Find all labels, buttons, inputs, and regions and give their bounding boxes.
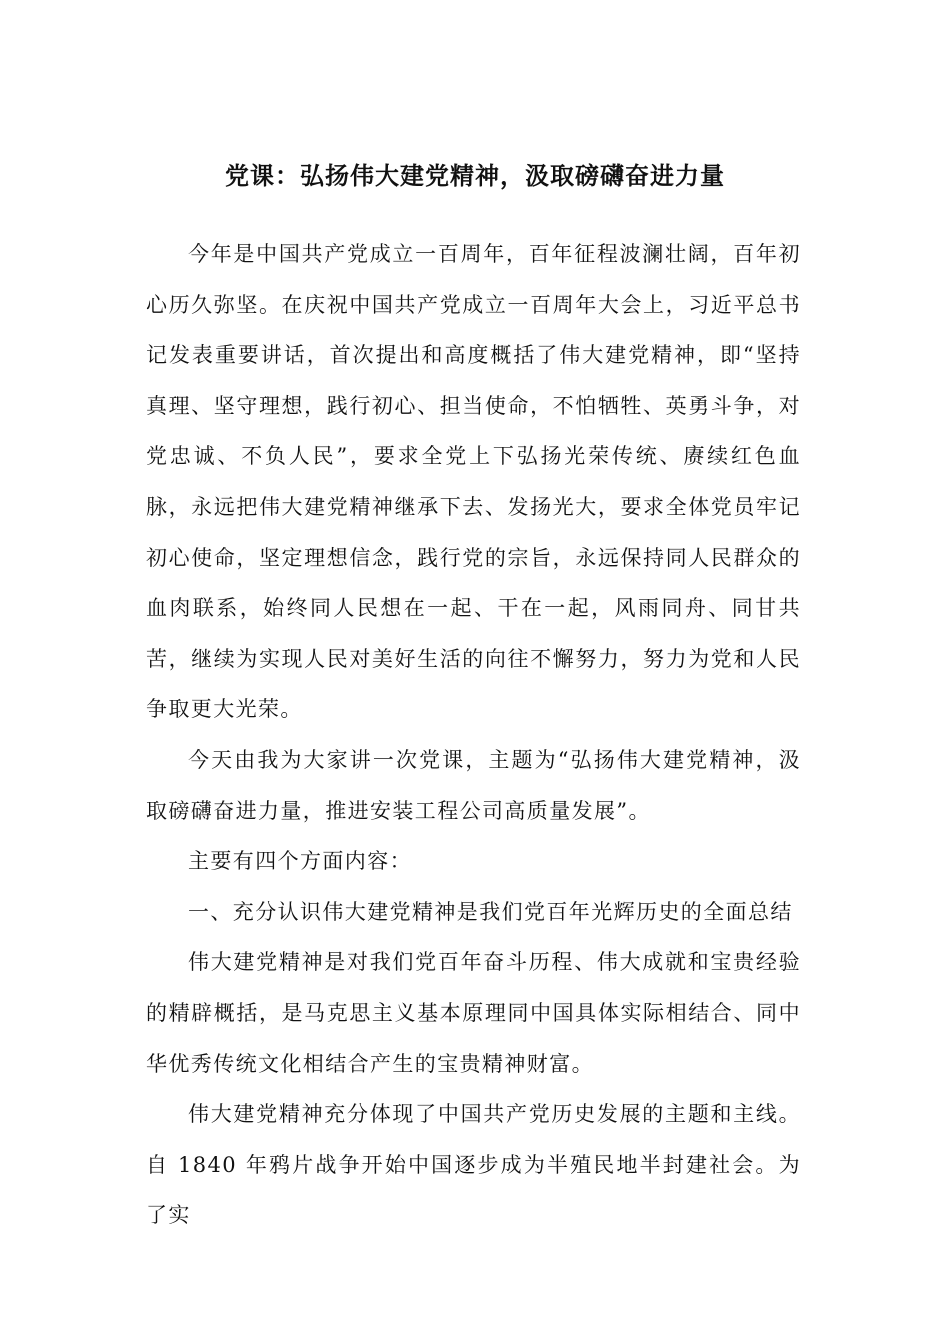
paragraph-topic: 今天由我为大家讲一次党课，主题为“弘扬伟大建党精神，汲取磅礴奋进力量，推进安装工程公司高质量发展”。 [146,747,801,823]
paragraph-intro: 今年是中国共产党成立一百周年，百年征程波澜壮阔，百年初心历久弥坚。在庆祝中国共产党成立一百周年大会上，习近平总书记发表重要讲话，首次提出和高度概括了伟大建党精神，即“坚持真理、坚守理想，践行初心、担当使命，不怕牺牲、英勇斗争，对党忠诚、不负人民”，要求全党上下弘扬光荣传统、赓续红色血脉，永远把伟大建党精神继承下去、发扬光大，要求全体党员牢记初心使命，坚定理想信念，践行党的宗旨，永远保持同人民群众的血肉联系，始终同人民想在一起、干在一起，风雨同舟、同甘共苦，继续为实现人民对美好生活的向往不懈努力，努力为党和人民争取更大光荣。 [146,242,801,722]
paragraph-history: 伟大建党精神充分体现了中国共产党历史发展的主题和主线。自 1840 年鸦片战争开始中国逐步成为半殖民地半封建社会。为了实 [146,1102,801,1228]
document-title: 党课：弘扬伟大建党精神，汲取磅礴奋进力量 [225,161,725,190]
document-body [146,229,801,1241]
paragraph-outline: 主要有四个方面内容： [188,849,412,874]
paragraph-summary: 伟大建党精神是对我们党百年奋斗历程、伟大成就和宝贵经验的精辟概括，是马克思主义基本原理同中国具体实际相结合、同中华优秀传统文化相结合产生的宝贵精神财富。 [146,950,801,1076]
section-heading-1: 一、充分认识伟大建党精神是我们党百年光辉历史的全面总结 [188,899,793,924]
